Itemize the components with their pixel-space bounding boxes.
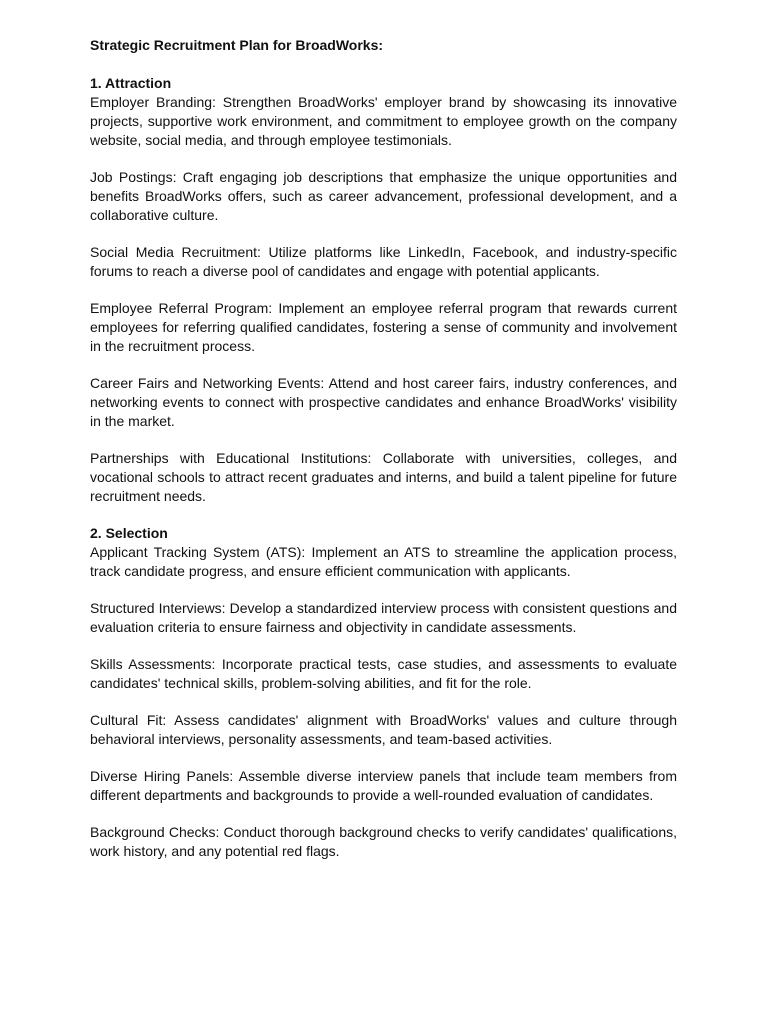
section-attraction bbox=[90, 74, 677, 506]
section-heading-attraction: 1. Attraction bbox=[90, 75, 172, 91]
section-selection bbox=[90, 524, 677, 861]
paragraph-applicant-tracking-system: Applicant Tracking System (ATS): Implement an ATS to streamline the application process, track candidate progress, and ensure efficient communication with applicants. bbox=[90, 544, 677, 579]
paragraph-background-checks: Background Checks: Conduct thorough background checks to verify candidates' qualifications, work history, and any potential red flags. bbox=[90, 824, 677, 859]
paragraph-career-fairs: Career Fairs and Networking Events: Attend and host career fairs, industry conferences, and networking events to connect with prospective candidates and enhance BroadWorks' visibility in the market. bbox=[90, 375, 677, 429]
paragraph-social-media-recruitment: Social Media Recruitment: Utilize platforms like LinkedIn, Facebook, and industry-specific forums to reach a diverse pool of candidates and engage with potential applicants. bbox=[90, 244, 677, 279]
section-heading-selection: 2. Selection bbox=[90, 525, 168, 541]
document-title: Strategic Recruitment Plan for BroadWorks: bbox=[90, 37, 384, 53]
paragraph-cultural-fit: Cultural Fit: Assess candidates' alignment with BroadWorks' values and culture through behavioral interviews, personality assessments, and team-based activities. bbox=[90, 712, 677, 747]
paragraph-structured-interviews: Structured Interviews: Develop a standardized interview process with consistent questions and evaluation criteria to ensure fairness and objectivity in candidate assessments. bbox=[90, 600, 677, 635]
paragraph-job-postings: Job Postings: Craft engaging job descriptions that emphasize the unique opportunities and benefits BroadWorks offers, such as career advancement, professional development, and a collaborative culture. bbox=[90, 169, 677, 223]
document-page bbox=[90, 36, 677, 879]
paragraph-diverse-hiring-panels: Diverse Hiring Panels: Assemble diverse interview panels that include team members from different departments and backgrounds to provide a well-rounded evaluation of candidates. bbox=[90, 768, 677, 803]
paragraph-employee-referral-program: Employee Referral Program: Implement an employee referral program that rewards current employees for referring qualified candidates, fostering a sense of community and involvement in the recruitment process. bbox=[90, 300, 677, 354]
paragraph-skills-assessments: Skills Assessments: Incorporate practical tests, case studies, and assessments to evaluate candidates' technical skills, problem-solving abilities, and fit for the role. bbox=[90, 656, 677, 691]
paragraph-educational-partnerships: Partnerships with Educational Institutions: Collaborate with universities, colleges, and vocational schools to attract recent graduates and interns, and build a talent pipeline for future recruitment needs. bbox=[90, 450, 677, 504]
paragraph-employer-branding: Employer Branding: Strengthen BroadWorks' employer brand by showcasing its innovative projects, supportive work environment, and commitment to employee growth on the company website, social media, and through employee testimonials. bbox=[90, 94, 677, 148]
